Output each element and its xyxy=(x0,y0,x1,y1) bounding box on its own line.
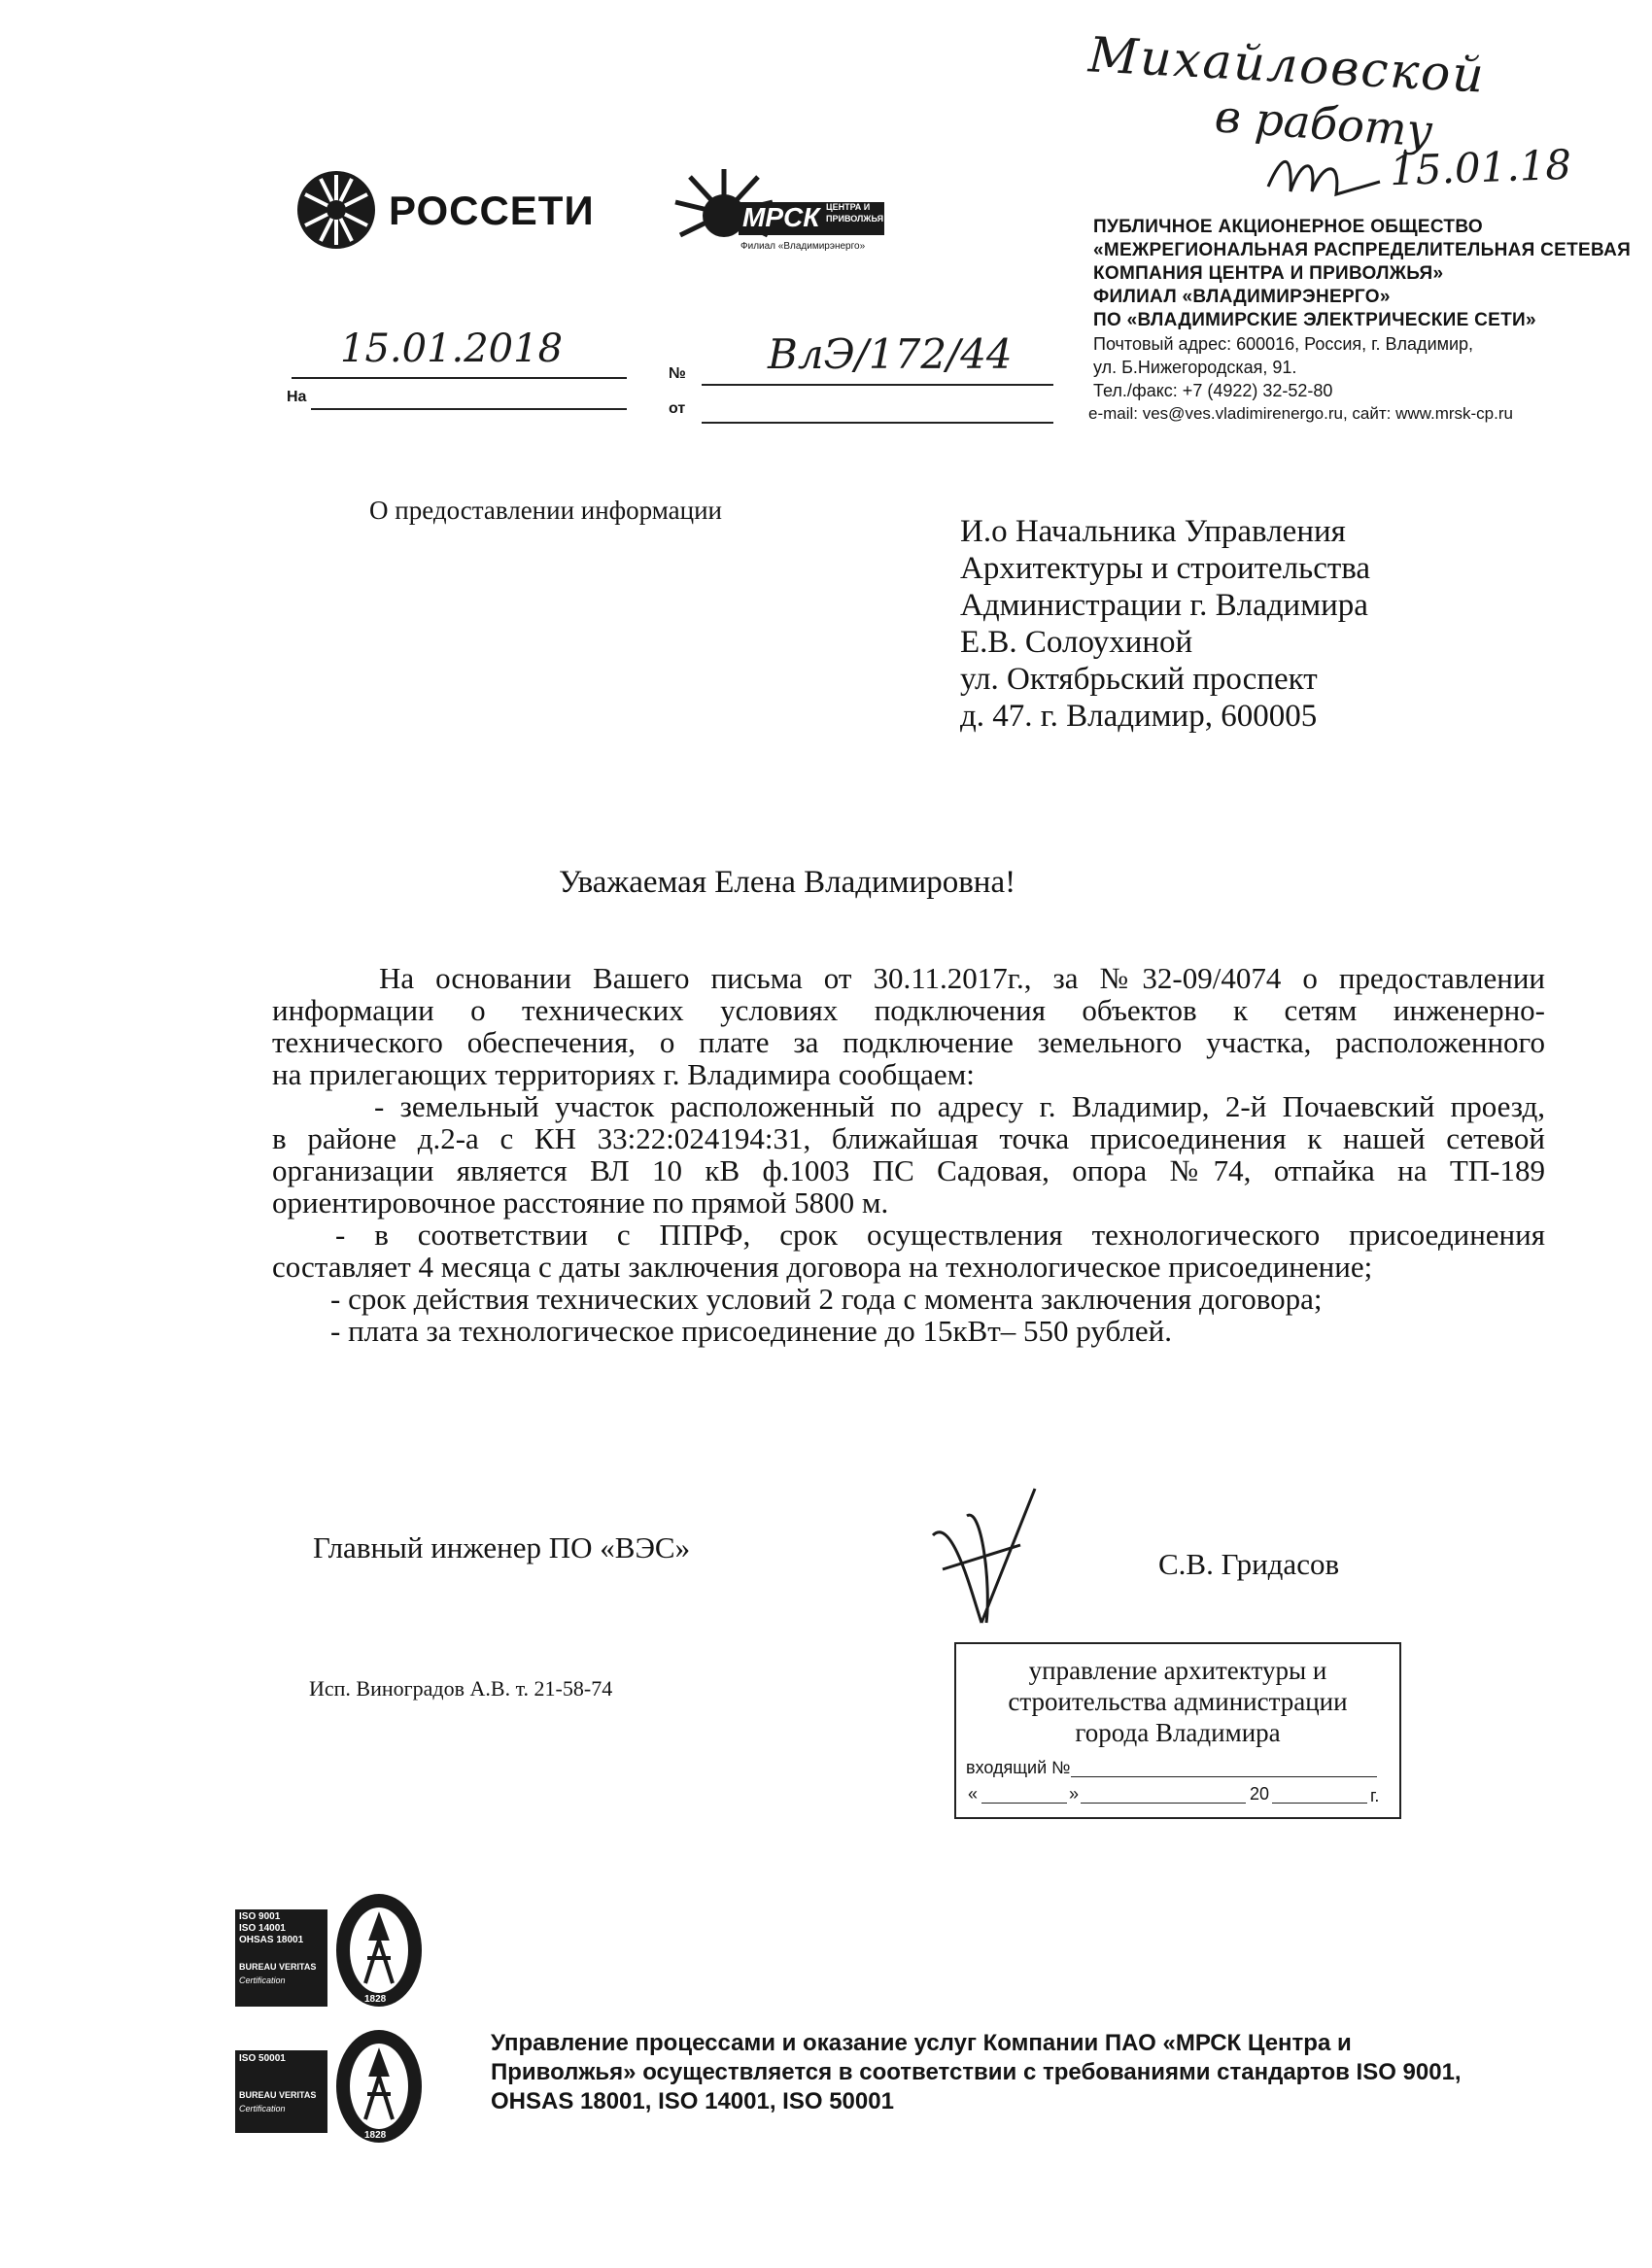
stamp-year: 20 xyxy=(1250,1784,1270,1804)
number-label: № xyxy=(669,365,686,382)
body-line-7: организации является ВЛ 10 кВ ф.1003 ПС Садовая, опора №74, отпайка на ТП-189 xyxy=(272,1153,1545,1187)
number-underline xyxy=(702,384,1053,386)
org-line-5: ПО «ВЛАДИМИРСКИЕ ЭЛЕКТРИЧЕСКИЕ СЕТИ» xyxy=(1093,310,1536,330)
handwritten-note xyxy=(1069,26,1613,195)
signature-position: Главный инженер ПО «ВЭС» xyxy=(313,1530,691,1564)
cert-bottom-text-3: Certification xyxy=(239,2104,286,2113)
footer-line-2: Приволжья» осуществляется в соответствии с требованиями стандартов ISO 9001, xyxy=(491,2059,1462,2085)
footer-line-1: Управление процессами и оказание услуг Компании ПАО «МРСК Центра и xyxy=(491,2030,1352,2056)
stamp-incoming-line xyxy=(1071,1776,1377,1777)
stamp-line-2: строительства администрации xyxy=(1008,1687,1348,1716)
cert-top-year: 1828 xyxy=(364,1994,387,2005)
greeting: Уважаемая Елена Владимировна! xyxy=(559,865,1016,900)
stamp-day-line xyxy=(981,1803,1067,1804)
stamp-incoming-label: входящий № xyxy=(966,1758,1071,1777)
body-line-9: - в соответствии с ППРФ, срок осуществления технологического присоединения xyxy=(335,1218,1545,1252)
na-label: На xyxy=(287,389,307,405)
cert-top-text-1: ISO 9001 xyxy=(239,1911,281,1922)
ot-label: от xyxy=(669,400,686,417)
ot-underline xyxy=(702,422,1053,424)
mrsk-wordmark: МРСК xyxy=(742,202,820,232)
cert-top-text-3: OHSAS 18001 xyxy=(239,1935,304,1945)
stamp-line-3: города Владимира xyxy=(1075,1718,1281,1747)
na-underline xyxy=(311,408,627,410)
mrsk-logo xyxy=(671,165,894,272)
org-address-1: Почтовый адрес: 600016, Россия, г. Владимир, xyxy=(1093,334,1474,354)
addressee-line-6: д. 47. г. Владимир, 600005 xyxy=(960,699,1318,734)
org-header xyxy=(1088,216,1637,426)
mrsk-subtitle: Филиал «Владимирэнерго» xyxy=(740,241,866,252)
body-line-2: информации о технических условиях подключения объектов к сетям инженерно- xyxy=(272,993,1545,1027)
mrsk-small-1: ЦЕНТРА И xyxy=(826,202,871,212)
footer-certification xyxy=(491,2029,1589,2116)
org-line-3: КОМПАНИЯ ЦЕНТРА И ПРИВОЛЖЬЯ» xyxy=(1093,263,1444,284)
incoming-stamp xyxy=(954,1642,1401,1819)
body-line-10: составляет 4 месяца с даты заключения договора на технологическое присоединение; xyxy=(272,1250,1373,1284)
body-line-4: на прилегающих территориях г. Владимира сообщаем: xyxy=(272,1057,975,1091)
rosseti-logo xyxy=(292,155,595,272)
org-line-4: ФИЛИАЛ «ВЛАДИМИРЭНЕРГО» xyxy=(1093,287,1391,307)
addressee-line-5: ул. Октябрьский проспект xyxy=(960,662,1318,697)
cert-top-text-5: Certification xyxy=(239,1976,286,1985)
cert-bottom-text-1: ISO 50001 xyxy=(239,2053,286,2064)
signature-name: С.В. Гридасов xyxy=(1158,1547,1340,1581)
addressee-line-2: Архитектуры и строительства xyxy=(960,551,1371,586)
handwritten-initials xyxy=(1263,148,1390,206)
org-line-1: ПУБЛИЧНОЕ АКЦИОНЕРНОЕ ОБЩЕСТВО xyxy=(1093,217,1483,237)
cert-top-text-4: BUREAU VERITAS xyxy=(239,1962,317,1972)
org-address-2: ул. Б.Нижегородская, 91. xyxy=(1093,358,1297,377)
stamp-g: г. xyxy=(1370,1786,1380,1805)
letter-body xyxy=(272,962,1545,1347)
mrsk-small-2: ПРИВОЛЖЬЯ xyxy=(826,214,884,223)
cert-bottom-text-2: BUREAU VERITAS xyxy=(239,2090,317,2100)
cert-logo-top xyxy=(235,1890,430,2026)
rosseti-emblem-icon xyxy=(292,165,381,255)
body-line-5: - земельный участок расположенный по адресу г. Владимир, 2-й Почаевский проезд, xyxy=(374,1089,1545,1123)
addressee-block xyxy=(960,513,1543,735)
addressee-line-3: Администрации г. Владимира xyxy=(960,588,1368,623)
addressee-line-4: Е.В. Солоухиной xyxy=(960,625,1193,660)
handwritten-note-line3: 15.01.18 xyxy=(1389,140,1572,195)
addressee-line-1: И.о Начальника Управления xyxy=(960,514,1346,549)
body-line-1: На основании Вашего письма от 30.11.2017г., за №32-09/4074 о предоставлении xyxy=(379,961,1545,995)
body-line-3: технического обеспечения, о плате за подключение земельного участка, расположенного xyxy=(272,1025,1545,1059)
stamp-date-open: « xyxy=(968,1784,979,1804)
executor: Исп. Виноградов А.В. т. 21-58-74 xyxy=(309,1676,613,1701)
org-line-2: «МЕЖРЕГИОНАЛЬНАЯ РАСПРЕДЕЛИТЕЛЬНАЯ СЕТЕВАЯ xyxy=(1093,240,1632,260)
body-line-11: - срок действия технических условий 2 года с момента заключения договора; xyxy=(330,1282,1323,1316)
cert-bottom-year: 1828 xyxy=(364,2130,387,2141)
body-line-6: в районе д.2-а с КН 33:22:024194:31, ближайшая точка присоединения к нашей сетевой xyxy=(272,1121,1545,1155)
handwritten-note-line1: Михайловской xyxy=(1086,26,1488,104)
rosseti-wordmark: РОССЕТИ xyxy=(389,188,595,233)
body-line-12: - плата за технологическое присоединение до 15кВт– 550 рублей. xyxy=(330,1314,1173,1348)
org-email: e-mail: ves@ves.vladimirenergo.ru, сайт: www.mrsk-cp.ru xyxy=(1088,404,1513,423)
stamp-month-line xyxy=(1081,1803,1246,1804)
stamp-line-1: управление архитектуры и xyxy=(1028,1656,1327,1685)
cert-logo-bottom xyxy=(235,2026,430,2162)
footer-line-3: OHSAS 18001, ISO 14001, ISO 50001 xyxy=(491,2088,894,2114)
handwritten-note-line2: в работу xyxy=(1213,89,1434,157)
body-line-8: ориентировочное расстояние по прямой 5800 м. xyxy=(272,1186,889,1220)
letter-subject: О предоставлении информации xyxy=(369,496,722,525)
letter-date: 15.01.2018 xyxy=(340,326,564,371)
org-phone: Тел./факс: +7 (4922) 32-52-80 xyxy=(1093,381,1333,400)
handwritten-signature xyxy=(913,1477,1059,1632)
stamp-year-line xyxy=(1272,1803,1367,1804)
stamp-date-close: » xyxy=(1069,1784,1080,1804)
date-underline xyxy=(292,377,627,379)
letter-number: ВлЭ/172/44 xyxy=(768,330,1013,378)
cert-top-text-2: ISO 14001 xyxy=(239,1923,286,1934)
